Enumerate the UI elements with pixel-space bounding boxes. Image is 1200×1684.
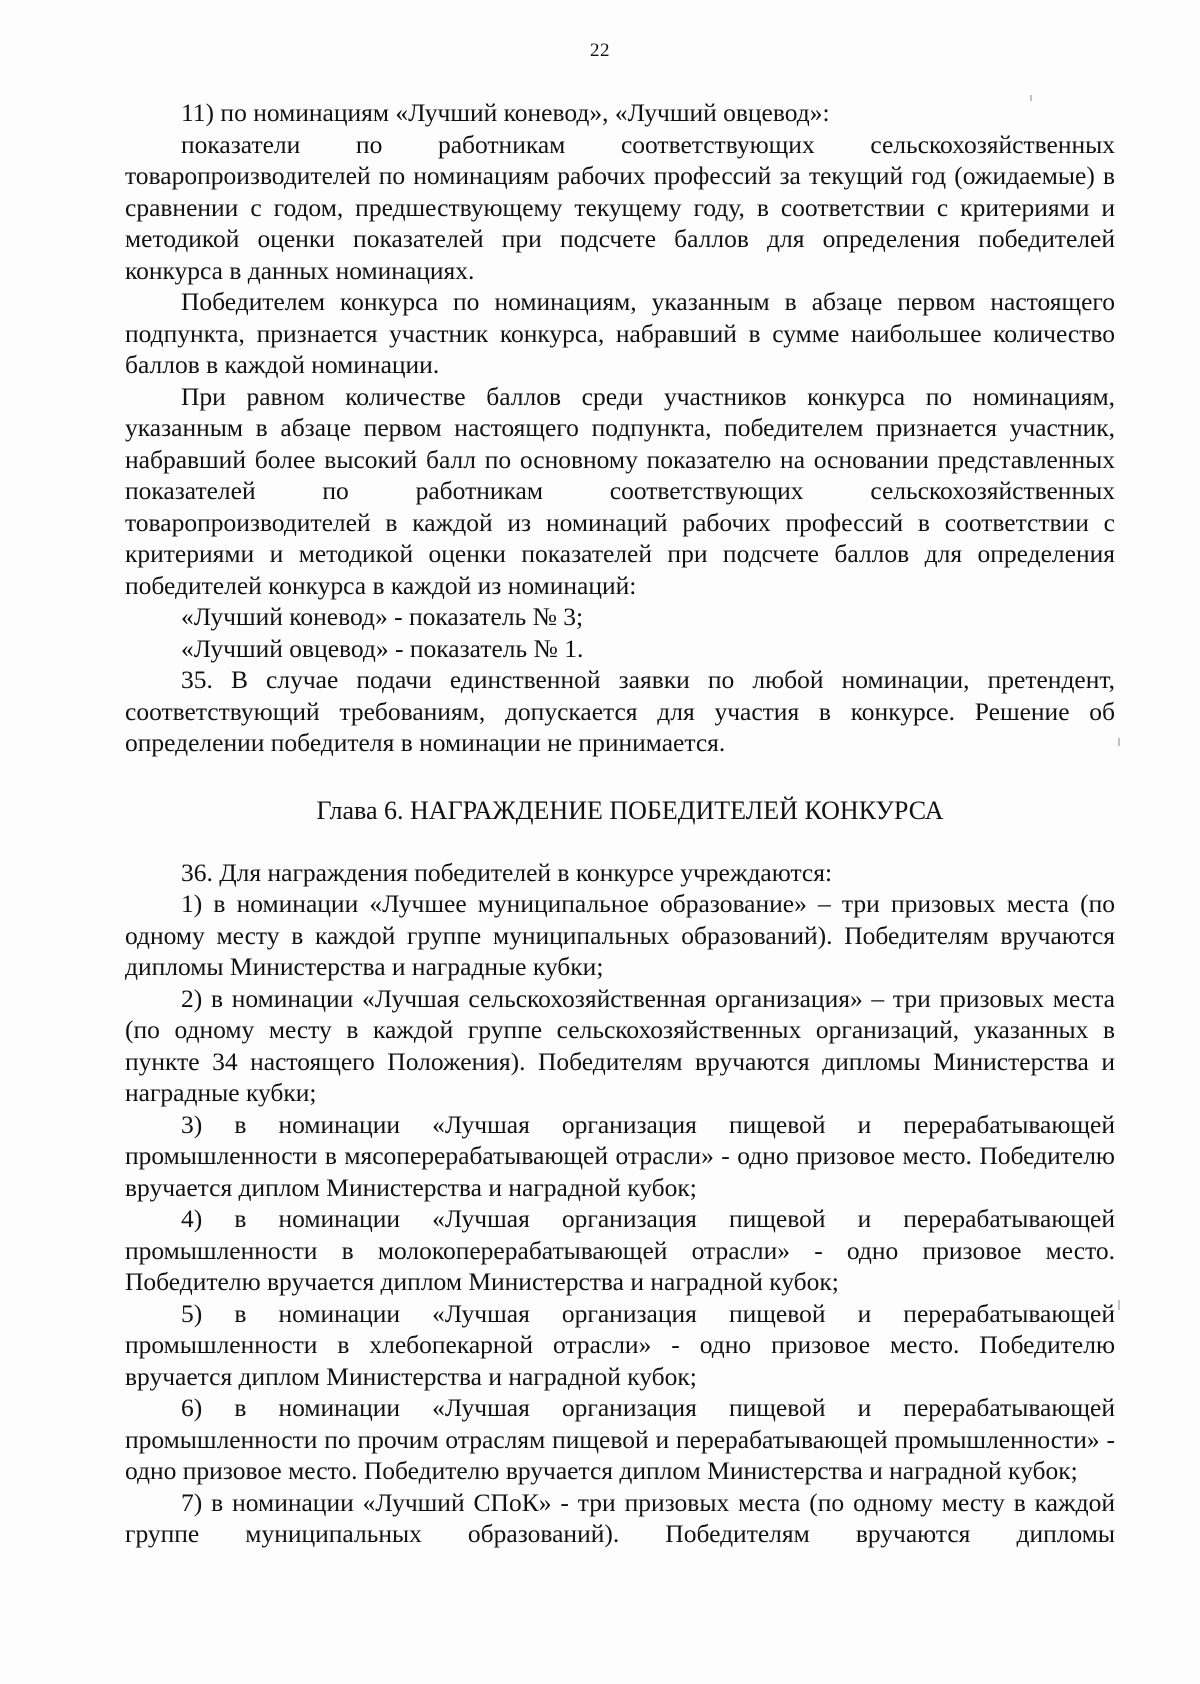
scan-speck: [1118, 1300, 1120, 1310]
paragraph-36-awards: 36. Для награждения победителей в конкурсе учреждаются:: [181, 857, 833, 887]
award-item-2-agricultural-org: 2) в номинации «Лучшая сельскохозяйственная организация» – три призовых места (по одному месту в каждой группе сельскохозяйственных организаций, указанных в пункте 34 настоящего Положения). Победителям вручаются дипломы Министерства и наградные кубки;: [125, 983, 1115, 1107]
chapter-heading: Глава 6. НАГРАЖДЕНИЕ ПОБЕДИТЕЛЕЙ КОНКУРСА: [316, 795, 944, 825]
scan-speck: [1118, 738, 1120, 746]
paragraph-11-nominations: 11) по номинациям «Лучший коневод», «Лучший овцевод»:: [181, 98, 830, 127]
award-item-1-municipality: 1) в номинации «Лучшее муниципальное образование» – три призовых места (по одному месту в каждой группе муниципальных образований). Победителям вручаются дипломы Министерства и наградные кубки;: [125, 889, 1115, 981]
document-body: [125, 97, 1115, 1550]
award-item-6-other-food-industry: 6) в номинации «Лучшая организация пищевой и перерабатывающей промышленности по прочим отраслям пищевой и перерабатывающей промышленности» - одно призовое место. Победителю вручается диплом Министерства и наградной кубок;: [125, 1393, 1115, 1485]
award-item-7-cooperative: 7) в номинации «Лучший СПоК» - три призовых места (по одному месту в каждой группе муниципальных образований). Победителям вручаются дипломы: [125, 1487, 1115, 1548]
award-item-5-bakery: 5) в номинации «Лучшая организация пищевой и перерабатывающей промышленности в хлебопекарной отрасли» - одно призовое место. Победителю вручается диплом Министерства и наградной кубок;: [125, 1298, 1115, 1391]
paragraph-winner-rule: Победителем конкурса по номинациям, указанным в абзаце первом настоящего подпункта, признается участник конкурса, набравший в сумме наибольшее количество баллов в каждой номинации.: [125, 287, 1115, 379]
award-item-4-dairy-processing: 4) в номинации «Лучшая организация пищевой и перерабатывающей промышленности в молокоперерабатывающей отрасли» - одно призовое место. Победителю вручается диплом Министерства и наградной кубок;: [125, 1204, 1115, 1296]
paragraph-tie-rule: При равном количестве баллов среди участников конкурса по номинациям, указанным в абзаце первом настоящего подпункта, победителем признается участник, набравший более высокий балл по основному показателю на основании представленных показателей по работникам соответствующих сельскохозяйственных товаропроизводителей в каждой из номинаций рабочих профессий в соответствии с критериями и методикой оценки показателей при подсчете баллов для определения победителей конкурса в каждой из номинаций:: [125, 381, 1115, 600]
paragraph-35-single-application: 35. В случае подачи единственной заявки по любой номинации, претендент, соответствующий требованиям, допускается для участия в конкурсе. Решение об определении победителя в номинации не принимается.: [125, 665, 1115, 757]
paragraph-indicators: показатели по работникам соответствующих сельскохозяйственных товаропроизводителей по номинациям рабочих профессий за текущий год (ожидаемые) в сравнении с годом, предшествующему текущему году, в соответствии с критериями и методикой оценки показателей при подсчете баллов для определения победителей конкурса в данных номинациях.: [125, 129, 1115, 285]
award-item-3-meat-processing: 3) в номинации «Лучшая организация пищевой и перерабатывающей промышленности в мясоперерабатывающей отрасли» - одно призовое место. Победителю вручается диплом Министерства и наградной кубок;: [125, 1109, 1115, 1202]
paragraph-horse-breeder-indicator: «Лучший коневод» - показатель № 3;: [181, 602, 584, 631]
scan-speck: [1030, 95, 1032, 101]
paragraph-sheep-breeder-indicator: «Лучший овцевод» - показатель № 1.: [181, 633, 584, 663]
page-number: 22: [590, 40, 610, 61]
